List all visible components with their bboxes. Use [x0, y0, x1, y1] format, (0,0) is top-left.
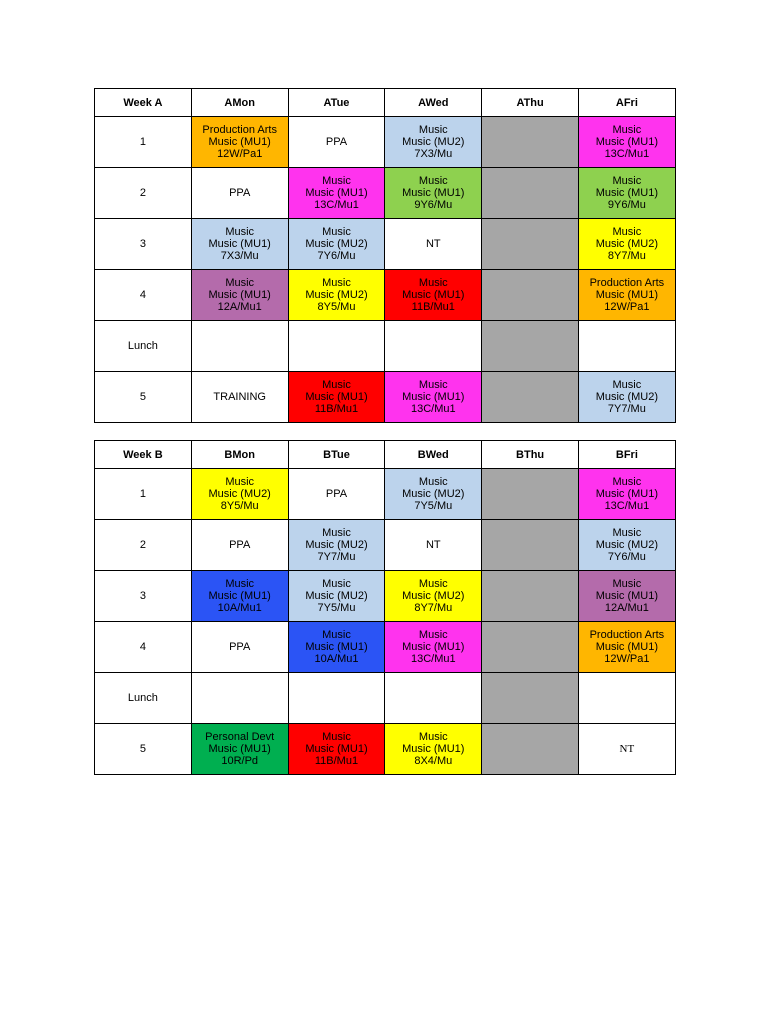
lesson-cell: Music Music (MU1) 11B/Mu1 [385, 270, 482, 321]
week-b-period-row [95, 673, 676, 724]
lesson-cell: Music Music (MU2) 8Y5/Mu [288, 270, 385, 321]
lesson-cell: Production Arts Music (MU1) 12W/Pa1 [578, 622, 675, 673]
week-a-period-row [95, 321, 676, 372]
lesson-cell: Music Music (MU1) 13C/Mu1 [385, 372, 482, 423]
lesson-cell: Music Music (MU1) 13C/Mu1 [578, 469, 675, 520]
lesson-cell: PPA [288, 117, 385, 168]
empty-cell [482, 372, 579, 423]
empty-cell [288, 321, 385, 372]
lesson-cell: NT [385, 219, 482, 270]
empty-cell [191, 673, 288, 724]
week-b-period-row [95, 571, 676, 622]
week-b-day-header: BFri [578, 441, 675, 469]
empty-cell [482, 622, 579, 673]
lesson-cell: Music Music (MU2) 8Y5/Mu [191, 469, 288, 520]
lesson-cell: Music Music (MU1) 12A/Mu1 [191, 270, 288, 321]
week-b-header-row [95, 441, 676, 469]
period-label: 3 [95, 571, 192, 622]
empty-cell [482, 571, 579, 622]
lesson-cell: Music Music (MU1) 11B/Mu1 [288, 372, 385, 423]
week-a-period-row [95, 117, 676, 168]
lesson-cell: NT [385, 520, 482, 571]
week-a-day-header: AMon [191, 89, 288, 117]
lesson-cell: Music Music (MU1) 13C/Mu1 [385, 622, 482, 673]
week-a-day-header: AWed [385, 89, 482, 117]
week-b-day-header: BTue [288, 441, 385, 469]
lesson-cell: Music Music (MU1) 8X4/Mu [385, 724, 482, 775]
period-label: 3 [95, 219, 192, 270]
lesson-cell: Music Music (MU1) 13C/Mu1 [578, 117, 675, 168]
empty-cell [482, 321, 579, 372]
lesson-cell: Music Music (MU2) 7Y6/Mu [578, 520, 675, 571]
lesson-cell: Music Music (MU1) 9Y6/Mu [385, 168, 482, 219]
lesson-cell: Music Music (MU2) 7X3/Mu [385, 117, 482, 168]
empty-cell [385, 321, 482, 372]
week-a-period-row [95, 372, 676, 423]
week-a-header-row [95, 89, 676, 117]
empty-cell [578, 673, 675, 724]
empty-cell [482, 520, 579, 571]
period-label: 4 [95, 270, 192, 321]
empty-cell [482, 168, 579, 219]
lesson-cell: Music Music (MU1) 11B/Mu1 [288, 724, 385, 775]
week-b-period-row [95, 520, 676, 571]
week-a-day-header: AFri [578, 89, 675, 117]
lesson-cell: Music Music (MU1) 10A/Mu1 [191, 571, 288, 622]
empty-cell [482, 270, 579, 321]
empty-cell [482, 724, 579, 775]
lesson-cell: Music Music (MU1) 13C/Mu1 [288, 168, 385, 219]
week-b-day-header: BThu [482, 441, 579, 469]
period-label: 5 [95, 724, 192, 775]
week-a-period-row [95, 270, 676, 321]
lesson-cell: Personal Devt Music (MU1) 10R/Pd [191, 724, 288, 775]
lesson-cell: Music Music (MU1) 7X3/Mu [191, 219, 288, 270]
lesson-cell: Music Music (MU2) 7Y5/Mu [288, 571, 385, 622]
period-label: 2 [95, 168, 192, 219]
empty-cell [482, 117, 579, 168]
empty-cell [385, 673, 482, 724]
empty-cell [482, 673, 579, 724]
week-b-period-row [95, 724, 676, 775]
lesson-cell: PPA [191, 520, 288, 571]
lesson-cell: Music Music (MU1) 9Y6/Mu [578, 168, 675, 219]
period-label: Lunch [95, 673, 192, 724]
period-label: 2 [95, 520, 192, 571]
lesson-cell: Music Music (MU2) 8Y7/Mu [385, 571, 482, 622]
empty-cell [191, 321, 288, 372]
lesson-cell: PPA [191, 622, 288, 673]
week-a-day-header: ATue [288, 89, 385, 117]
empty-cell [288, 673, 385, 724]
week-b-day-header: BMon [191, 441, 288, 469]
empty-cell [482, 219, 579, 270]
lesson-cell: Music Music (MU2) 7Y5/Mu [385, 469, 482, 520]
week-b-period-row [95, 469, 676, 520]
lesson-cell: Music Music (MU2) 8Y7/Mu [578, 219, 675, 270]
lesson-cell: PPA [191, 168, 288, 219]
week-a-period-row [95, 168, 676, 219]
period-label: 5 [95, 372, 192, 423]
week-a-week-label: Week A [95, 89, 192, 117]
week-b-day-header: BWed [385, 441, 482, 469]
period-label: 4 [95, 622, 192, 673]
week-b-week-label: Week B [95, 441, 192, 469]
lesson-cell: TRAINING [191, 372, 288, 423]
lesson-cell: Music Music (MU2) 7Y6/Mu [288, 219, 385, 270]
period-label: Lunch [95, 321, 192, 372]
lesson-cell: Music Music (MU1) 10A/Mu1 [288, 622, 385, 673]
week-a-period-row [95, 219, 676, 270]
lesson-cell: Music Music (MU1) 12A/Mu1 [578, 571, 675, 622]
period-label: 1 [95, 469, 192, 520]
lesson-cell: Production Arts Music (MU1) 12W/Pa1 [191, 117, 288, 168]
empty-cell [482, 469, 579, 520]
week-b-timetable [94, 440, 676, 775]
week-a-day-header: AThu [482, 89, 579, 117]
lesson-cell: PPA [288, 469, 385, 520]
week-a-timetable [94, 88, 676, 423]
empty-cell [578, 321, 675, 372]
lesson-cell: NT [578, 724, 675, 775]
lesson-cell: Music Music (MU2) 7Y7/Mu [288, 520, 385, 571]
lesson-cell: Production Arts Music (MU1) 12W/Pa1 [578, 270, 675, 321]
week-b-period-row [95, 622, 676, 673]
period-label: 1 [95, 117, 192, 168]
lesson-cell: Music Music (MU2) 7Y7/Mu [578, 372, 675, 423]
